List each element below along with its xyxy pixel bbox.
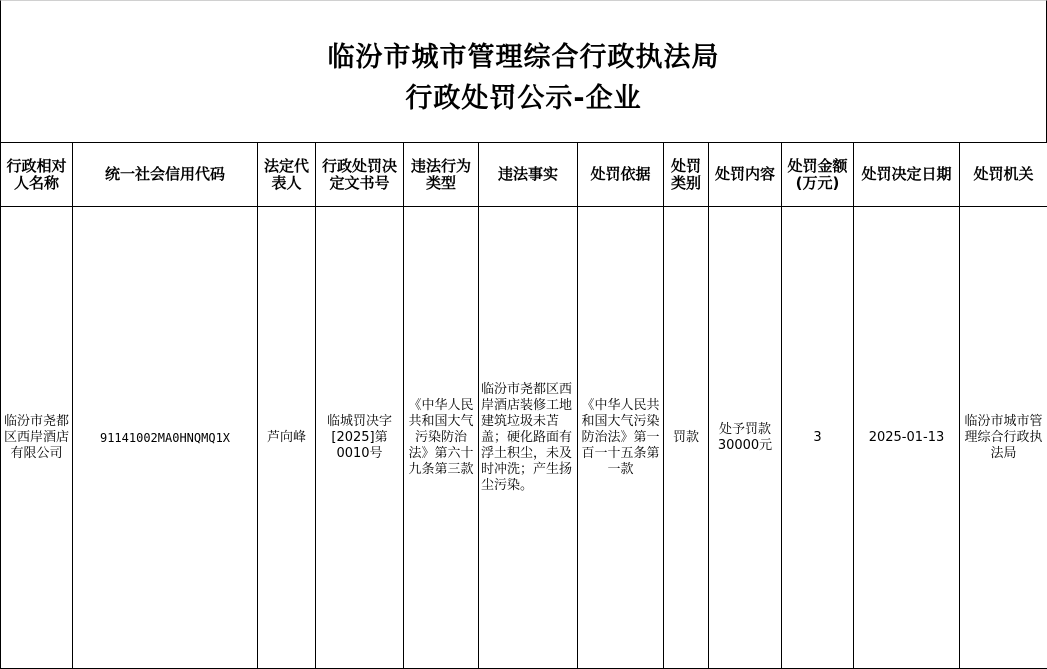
header-category: 处罚类别 <box>664 143 709 207</box>
page-title: 临汾市城市管理综合行政执法局 <box>327 42 720 73</box>
table-header-row <box>1 143 1047 207</box>
header-doc-no: 行政处罚决定文书号 <box>316 143 404 207</box>
cell-amount: 3 <box>782 207 854 669</box>
header-amount: 处罚金额(万元) <box>782 143 854 207</box>
header-violation-type: 违法行为类型 <box>404 143 479 207</box>
header-basis: 处罚依据 <box>578 143 664 207</box>
header-authority: 处罚机关 <box>960 143 1047 207</box>
page-subtitle: 行政处罚公示-企业 <box>405 83 642 114</box>
cell-authority: 临汾市城市管理综合行政执法局 <box>960 207 1047 669</box>
cell-doc-no: 临城罚决字[2025]第0010号 <box>316 207 404 669</box>
cell-content: 处予罚款30000元 <box>709 207 782 669</box>
cell-credit-code: 91141002MA0HNQMQ1X <box>73 207 258 669</box>
penalty-table <box>0 142 1047 669</box>
cell-violation-type: 《中华人民共和国大气污染防治法》第六十九条第三款 <box>404 207 479 669</box>
page-header <box>0 0 1047 143</box>
cell-party-name: 临汾市尧都区西岸酒店有限公司 <box>1 207 73 669</box>
header-legal-rep: 法定代表人 <box>258 143 316 207</box>
cell-legal-rep: 芦向峰 <box>258 207 316 669</box>
header-content: 处罚内容 <box>709 143 782 207</box>
cell-date: 2025-01-13 <box>854 207 960 669</box>
header-date: 处罚决定日期 <box>854 143 960 207</box>
cell-category: 罚款 <box>664 207 709 669</box>
cell-facts: 临汾市尧都区西岸酒店装修工地建筑垃圾未苫盖；硬化路面有浮土积尘，未及时冲洗；产生扬尘污染。 <box>479 207 578 669</box>
header-party-name: 行政相对人名称 <box>1 143 73 207</box>
table-row <box>1 207 1047 669</box>
header-credit-code: 统一社会信用代码 <box>73 143 258 207</box>
header-facts: 违法事实 <box>479 143 578 207</box>
cell-basis: 《中华人民共和国大气污染防治法》第一百一十五条第一款 <box>578 207 664 669</box>
